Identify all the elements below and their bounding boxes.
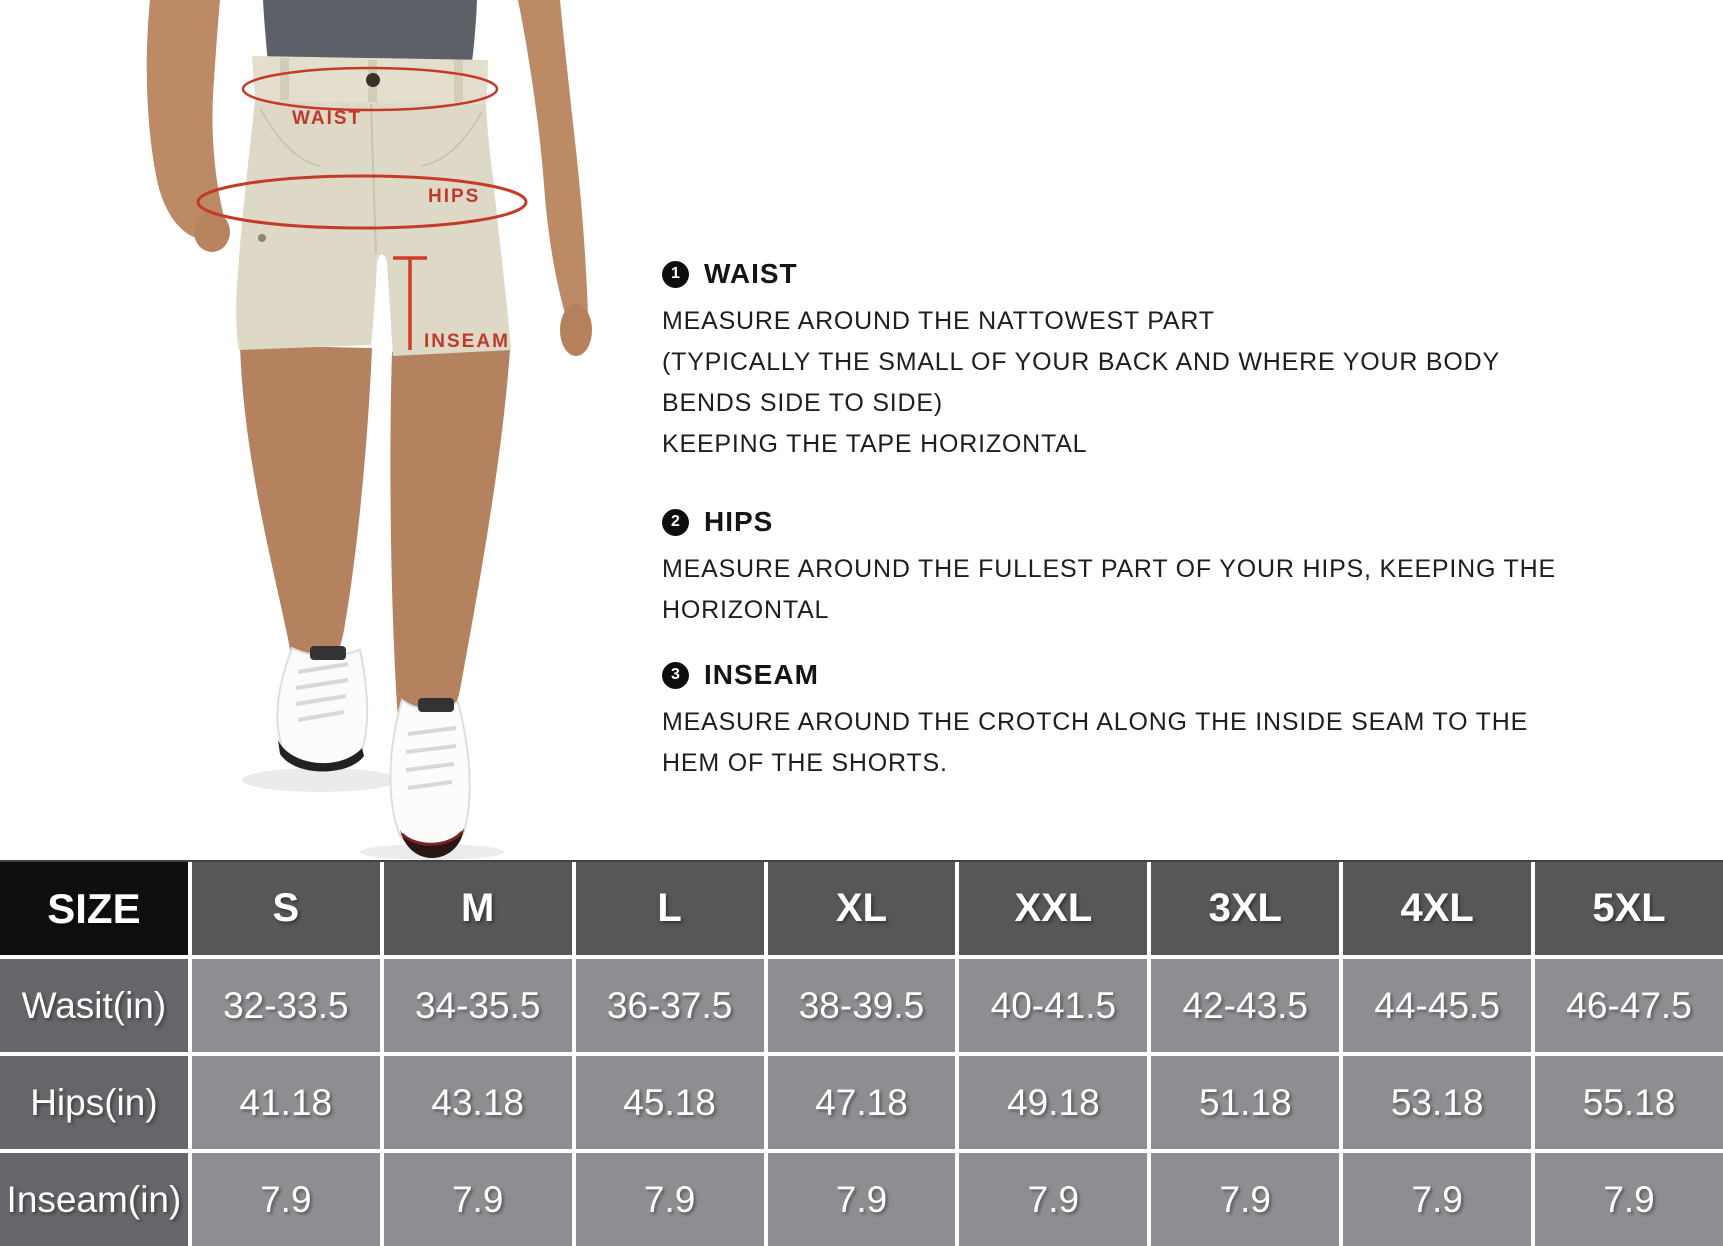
instruction-section-waist [662,259,1522,465]
row-label-hips: Hips(in) [0,1056,188,1149]
table-cell: 44-45.5 [1343,959,1531,1052]
shoe-shadow [242,768,398,792]
size-table [0,860,1723,1246]
instruction-title: HIPS [704,506,774,537]
size-column-header: SIZE [0,862,188,955]
row-label-inseam: Inseam(in) [0,1153,188,1246]
instruction-title: WAIST [704,258,798,289]
table-cell: 7.9 [384,1153,572,1246]
instruction-line: KEEPING THE TAPE HORIZONTAL [662,430,1088,458]
table-cell: 40-41.5 [959,959,1147,1052]
numbered-bullet-icon: 3 [662,662,689,689]
col-header-4xl: 4XL [1343,862,1531,955]
instruction-section-hips [662,506,1556,631]
table-cell: 47.18 [768,1056,956,1149]
col-header-3xl: 3XL [1151,862,1339,955]
table-cell: 7.9 [1535,1153,1723,1246]
right-arm [518,0,588,326]
table-cell: 41.18 [192,1056,380,1149]
instruction-heading [662,660,1522,690]
row-label-waist: Wasit(in) [0,959,188,1052]
col-header-m: M [384,862,572,955]
instruction-body [662,702,1529,784]
left-leg [240,345,372,664]
waistband-button [366,73,380,87]
col-header-s: S [192,862,380,955]
instruction-body [662,301,1522,465]
table-cell: 7.9 [1151,1153,1339,1246]
instruction-title: INSEAM [704,659,819,690]
instruction-line: MEASURE AROUND THE FULLEST PART OF YOUR HIPS, KEEPING THE [662,555,1556,583]
table-cell: 55.18 [1535,1056,1723,1149]
table-cell: 7.9 [192,1153,380,1246]
table-cell: 7.9 [1343,1153,1531,1246]
pocket-zipper-pull [258,234,266,242]
numbered-bullet-icon: 2 [662,509,689,536]
instruction-line: MEASURE AROUND THE NATTOWEST PART [662,307,1215,335]
table-cell: 7.9 [959,1153,1147,1246]
table-cell: 7.9 [768,1153,956,1246]
table-cell: 42-43.5 [1151,959,1339,1052]
instruction-section-inseam [662,659,1529,784]
table-cell: 45.18 [576,1056,764,1149]
table-cell: 43.18 [384,1056,572,1149]
col-header-xl: XL [768,862,956,955]
table-cell: 36-37.5 [576,959,764,1052]
right-hand [560,304,592,356]
instruction-line: BENDS SIDE TO SIDE) [662,389,944,417]
table-cell: 7.9 [576,1153,764,1246]
table-cell: 32-33.5 [192,959,380,1052]
model-photo [140,0,600,860]
table-cell: 51.18 [1151,1056,1339,1149]
inseam-annotation-label: INSEAM [424,331,510,352]
table-cell: 34-35.5 [384,959,572,1052]
waist-annotation-label: WAIST [292,108,363,129]
instruction-line: HEM OF THE SHORTS. [662,749,948,777]
left-hand [194,212,230,252]
instruction-body [662,549,1556,631]
table-cell: 46-47.5 [1535,959,1723,1052]
right-shoe [390,698,469,858]
left-shoe [277,646,367,772]
instruction-line: HORIZONTAL [662,596,830,624]
instruction-line: MEASURE AROUND THE CROTCH ALONG THE INSIDE SEAM TO THE [662,708,1529,736]
model-illustration [140,0,600,860]
numbered-bullet-icon: 1 [662,261,689,288]
table-cell: 49.18 [959,1056,1147,1149]
col-header-5xl: 5XL [1535,862,1723,955]
col-header-xxl: XXL [959,862,1147,955]
hips-annotation-label: HIPS [428,186,481,207]
table-cell: 53.18 [1343,1056,1531,1149]
instruction-heading [662,507,1522,537]
col-header-l: L [576,862,764,955]
right-leg [390,350,510,726]
instruction-heading [662,259,1522,289]
table-cell: 38-39.5 [768,959,956,1052]
left-arm [147,0,226,238]
instruction-line: (TYPICALLY THE SMALL OF YOUR BACK AND WHERE YOUR BODY [662,348,1500,376]
